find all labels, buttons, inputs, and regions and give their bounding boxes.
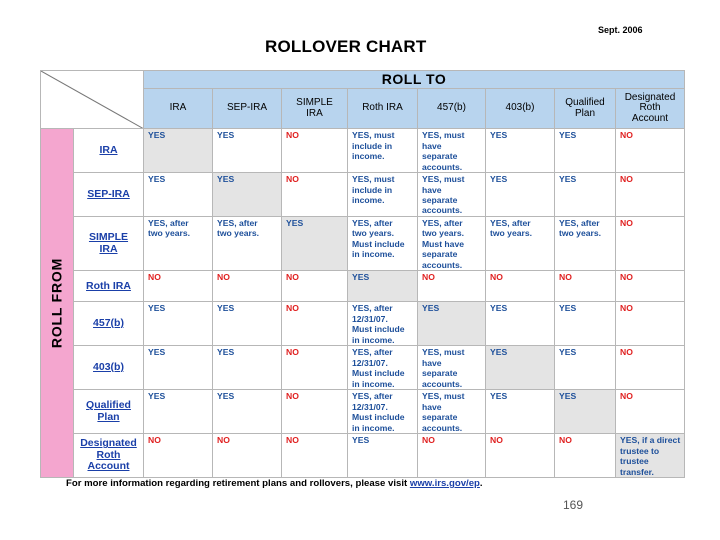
row-label-cell bbox=[74, 434, 144, 478]
rollover-cell: YES bbox=[144, 173, 213, 217]
rollover-cell: YES bbox=[144, 390, 213, 434]
rollover-cell: YES bbox=[213, 302, 282, 346]
rollover-cell: YES, must have separate accounts. bbox=[418, 173, 486, 217]
rollover-cell: YES, after two years. Must have separate accounts. bbox=[418, 216, 486, 270]
row-label-cell bbox=[74, 346, 144, 390]
rollover-cell: NO bbox=[282, 390, 348, 434]
rollover-cell: YES bbox=[144, 346, 213, 390]
rollover-cell: YES, after two years. bbox=[486, 216, 555, 270]
row-label[interactable]: SIMPLE IRA bbox=[88, 231, 129, 255]
rollover-cell: NO bbox=[616, 271, 685, 302]
rollover-cell: YES bbox=[555, 346, 616, 390]
rollover-cell: YES, after two years. bbox=[144, 216, 213, 270]
column-header: Roth IRA bbox=[348, 89, 418, 129]
rollover-cell: NO bbox=[616, 173, 685, 217]
rollover-cell: NO bbox=[616, 129, 685, 173]
rollover-cell: YES bbox=[213, 346, 282, 390]
rollover-cell: NO bbox=[555, 271, 616, 302]
rollover-cell: YES bbox=[282, 216, 348, 270]
row-label[interactable]: IRA bbox=[99, 143, 118, 156]
rollover-cell: YES, after 12/31/07. Must include in income. bbox=[348, 302, 418, 346]
column-header: 457(b) bbox=[418, 89, 486, 129]
row-label[interactable]: Designated Roth Account bbox=[80, 437, 137, 473]
rollover-cell: NO bbox=[282, 434, 348, 478]
row-label-cell bbox=[74, 129, 144, 173]
rollover-cell: NO bbox=[555, 434, 616, 478]
corner-diagonal bbox=[41, 71, 144, 129]
table-row bbox=[41, 216, 685, 270]
footer-end: . bbox=[479, 478, 483, 489]
rollover-cell: NO bbox=[282, 346, 348, 390]
page-number: 169 bbox=[563, 498, 584, 512]
rollover-cell: YES, must have separate accounts. bbox=[418, 390, 486, 434]
roll-from-header bbox=[41, 129, 74, 478]
corner-cell bbox=[41, 71, 144, 129]
table-row bbox=[41, 129, 685, 173]
rollover-cell: NO bbox=[486, 271, 555, 302]
rollover-cell: NO bbox=[282, 129, 348, 173]
row-label-cell bbox=[74, 216, 144, 270]
roll-from-label: ROLL FROM bbox=[48, 258, 65, 349]
rollover-cell: NO bbox=[486, 434, 555, 478]
column-header: IRA bbox=[144, 89, 213, 129]
rollover-cell: YES bbox=[555, 173, 616, 217]
rollover-cell: YES, after two years. Must include in income. bbox=[348, 216, 418, 270]
table-row bbox=[41, 434, 685, 478]
rollover-cell: NO bbox=[616, 346, 685, 390]
rollover-cell: YES bbox=[555, 129, 616, 173]
table-row bbox=[41, 271, 685, 302]
row-label-cell bbox=[74, 302, 144, 346]
rollover-cell: YES bbox=[555, 390, 616, 434]
rollover-cell: NO bbox=[282, 173, 348, 217]
rollover-cell: NO bbox=[144, 434, 213, 478]
row-label[interactable]: 403(b) bbox=[93, 361, 124, 373]
rollover-cell: YES, must have separate accounts. bbox=[418, 129, 486, 173]
column-header: SEP-IRA bbox=[213, 89, 282, 129]
rollover-cell: YES bbox=[213, 129, 282, 173]
rollover-cell: YES bbox=[486, 390, 555, 434]
page-title: ROLLOVER CHART bbox=[265, 37, 427, 56]
row-label[interactable]: Qualified Plan bbox=[86, 399, 131, 423]
rollover-cell: NO bbox=[418, 271, 486, 302]
column-header: 403(b) bbox=[486, 89, 555, 129]
row-label[interactable]: Roth IRA bbox=[86, 279, 131, 292]
roll-to-header: ROLL TO bbox=[144, 71, 685, 89]
column-header: Designated Roth Account bbox=[616, 89, 685, 129]
irs-link[interactable]: www.irs.gov/ep bbox=[409, 478, 480, 489]
rollover-cell: NO bbox=[213, 434, 282, 478]
column-header: Qualified Plan bbox=[555, 89, 616, 129]
rollover-cell: YES, must include in income. bbox=[348, 129, 418, 173]
table-row bbox=[41, 346, 685, 390]
rollover-cell: YES bbox=[418, 302, 486, 346]
rollover-cell: NO bbox=[144, 271, 213, 302]
rollover-cell: YES, must include in income. bbox=[348, 173, 418, 217]
rollover-cell: YES bbox=[348, 271, 418, 302]
table-row bbox=[41, 302, 685, 346]
row-label-cell bbox=[74, 390, 144, 434]
column-header: SIMPLE IRA bbox=[282, 89, 348, 129]
rollover-cell: YES, after two years. bbox=[213, 216, 282, 270]
rollover-cell: YES, after 12/31/07. Must include in income. bbox=[348, 346, 418, 390]
rollover-cell: YES bbox=[144, 129, 213, 173]
date-label: Sept. 2006 bbox=[598, 25, 643, 35]
table-row bbox=[41, 173, 685, 217]
rollover-cell: YES bbox=[486, 302, 555, 346]
rollover-cell: YES, must have separate accounts. bbox=[418, 346, 486, 390]
rollover-cell: NO bbox=[616, 390, 685, 434]
footer-text: For more information regarding retirement plans and rollovers, please visit bbox=[66, 478, 410, 489]
row-label-cell bbox=[74, 271, 144, 302]
rollover-cell: YES bbox=[348, 434, 418, 478]
rollover-cell: NO bbox=[213, 271, 282, 302]
footer-note bbox=[66, 478, 483, 489]
rollover-cell: YES bbox=[213, 390, 282, 434]
rollover-cell: YES, after 12/31/07. Must include in income. bbox=[348, 390, 418, 434]
rollover-cell: NO bbox=[418, 434, 486, 478]
rollover-cell: NO bbox=[616, 216, 685, 270]
rollover-cell: YES bbox=[144, 302, 213, 346]
rollover-cell: YES bbox=[486, 129, 555, 173]
rollover-cell: NO bbox=[282, 271, 348, 302]
rollover-cell: YES bbox=[555, 302, 616, 346]
rollover-cell: YES bbox=[486, 346, 555, 390]
rollover-table bbox=[40, 70, 685, 478]
row-label-cell bbox=[74, 173, 144, 217]
rollover-cell: YES, if a direct trustee to trustee transfer. bbox=[616, 434, 685, 478]
rollover-cell: YES bbox=[486, 173, 555, 217]
table-row bbox=[41, 390, 685, 434]
rollover-cell: YES, after two years. bbox=[555, 216, 616, 270]
rollover-cell: NO bbox=[616, 302, 685, 346]
row-label[interactable]: 457(b) bbox=[93, 317, 124, 330]
row-label[interactable]: SEP-IRA bbox=[87, 187, 130, 200]
table-body bbox=[41, 129, 685, 478]
rollover-cell: YES bbox=[213, 173, 282, 217]
rollover-cell: NO bbox=[282, 302, 348, 346]
